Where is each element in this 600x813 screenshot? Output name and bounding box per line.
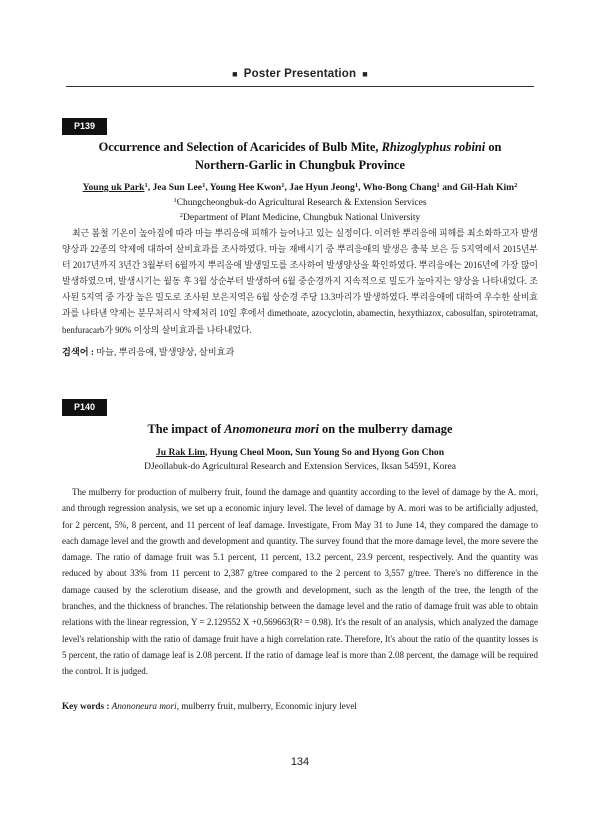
p139-affiliation: [62, 195, 538, 210]
p140-keywords-species: Anononeura mori: [109, 701, 177, 711]
p139-title: [62, 138, 538, 174]
p140-title-pre: The impact of: [147, 422, 225, 436]
p139-title-line1-post: on: [485, 140, 502, 154]
running-header: [66, 62, 534, 87]
header-right-square: ■: [362, 69, 368, 79]
p140-abstract: The mulberry for production of mulberry fruit, found the damage and quantity according to the level of damage by the A. mori, and through regression analysis, we set up a economic injury level. The level of damage by A. mori was to be artificially adjusted, for 2 percent, 5%, 8 percent, and 11 percent of leaf damage. Investigate, From May 31 to June 14, they compared the damage to each damage level and the growth and development and quantity. The survey found that the more damage level, the more severe the damage. The ratio of damage fruit was 5.1 percent, 11 percent, 13.2 percent, 23.9 percent, respectively. And the quantity was reduced by about 33% from 11 percent to 2,387 g/tree compared to the 2 percent to 3,557 g/tree. There's no difference in the damage caused by the sclerotium disease, and the growth and development, such as the length of the tree, the length of the branches, and the thickness of branches. The relationship between the damage level and the ratio of damage fruit was able to obtain relations with the linear regression, Y = 2.129552 X +0.569663(R² = 0.98). It's the result of an analysis, which analyzed the damage level's relationship with the ratio of damage fruit have a high correlation rate. Therefore, It's about the ratio of the quantity losses is 5 percent, the ratio of damage leaf is 2.08 percent. If the ratio of damage leaf is more than 2.08 percent, the damage will be required the control. It is judged.: [62, 487, 538, 677]
p140-title-species: Anomoneura mori: [224, 422, 319, 436]
p139-author-sup: 1: [144, 182, 148, 189]
p140-title-post: on the mulberry damage: [318, 422, 453, 436]
p139-abstract: 최근 봄철 기온이 높아짐에 따라 마늘 뿌리응애 피해가 늘어나고 있는 실정이다. 이러한 뿌리응애 피해를 최소화하고자 발생양상과 22종의 약제에 대하여 살비효과를 조사하였다. 마늘 재배시기 중 뿌리응애의 발생은 충북 보은 등 5지역에서 2015년부터 2017년까지 3년간 3월부터 6월까지 뿌리응애 발생밀도를 조사하여 발생양상을 확인하였다. 뿌리응애는 2016년에 가장 많이 발생하였으며, 발생시기는 월동 후 3월 상순부터 발생하여 6월 중순경까지 지속적으로 밀도가 높아지는 양상을 나타내었다. 조사된 5지역 중 가장 높은 밀도로 조사된 보은지역은 6월 상순경 주당 13.3마리가 발생하였다. 뿌리응애에 대하여 우수한 살비효과를 나타낸 약제는 분무처리시 약제처리 10일 후에서 dimethoate, azocyclotin, abamectin, hexythiazox, cabosulfan, spirotetramat, benfuracarb가 90% 이상의 살비효과를 나타내었다.: [62, 228, 538, 335]
header-title: Poster Presentation: [243, 68, 357, 80]
p139-author: Young Hee Kwon: [209, 182, 282, 193]
p139-title-line2: Northern-Garlic in Chungbuk Province: [194, 158, 406, 172]
p140-affiliation: DJeollabuk-do Agricultural Research and Extension Services, Iksan 54591, Korea: [144, 462, 456, 472]
p140-keywords-label: Key words :: [62, 701, 110, 711]
p139-badge: P139: [62, 118, 107, 135]
p140-keywords-text: , mulberry fruit, mulberry, Economic injury level: [176, 701, 357, 711]
p139-author-sup: 2: [514, 182, 518, 189]
author-separator: ,: [284, 182, 290, 193]
p139-affiliation-text: Department of Plant Medicine, Chungbuk National University: [183, 212, 421, 223]
p139-author-sup: 1: [202, 182, 206, 189]
p139-keywords-text: 마늘, 뿌리응애, 발생양상, 살비효과: [93, 347, 235, 357]
p139-affiliation-sup: 1: [173, 197, 177, 204]
p139-affiliation-text: Chungcheongbuk-do Agricultural Research & Extension Services: [176, 198, 427, 208]
p139-author-sup: 1: [281, 182, 285, 189]
p139-author: Jae Hyun Jeong: [289, 182, 355, 193]
p140-authors-rest: , Hyung Cheol Moon, Sun Young So and Hyong Gon Chon: [205, 447, 445, 458]
author-separator: ,: [205, 182, 210, 193]
p139-author: Jea Sun Lee: [152, 182, 203, 193]
p139-affiliation-sup: 2: [179, 211, 184, 219]
p139-author-sup: 1: [354, 182, 359, 189]
p140-author-presenting: Ju Rak Lim: [155, 447, 205, 458]
author-separator: ,: [358, 182, 363, 193]
author-separator: ,: [147, 182, 153, 193]
p139-author: Gil-Hah Kim: [460, 182, 515, 193]
p139-authors: [62, 179, 538, 194]
p139-affiliations: [62, 195, 538, 224]
p139-affiliation: [62, 210, 538, 225]
p139-title-species: Rhizoglyphus robini: [381, 140, 486, 154]
p139-keywords: [62, 346, 538, 359]
p139-title-line1-pre: Occurrence and Selection of Acaricides of Bulb Mite,: [98, 140, 382, 154]
p140-keywords: [62, 700, 538, 713]
p140-badge: P140: [62, 399, 107, 416]
p139-author: Young uk Park: [82, 182, 145, 193]
header-left-square: ■: [232, 69, 238, 79]
p140-authors: [62, 446, 538, 459]
p139-author-sup: 1: [436, 182, 440, 189]
p139-keywords-label: 검색어 :: [62, 347, 94, 357]
author-separator: and: [439, 182, 461, 193]
p140-title: [62, 420, 538, 438]
page-number: 134: [290, 756, 310, 768]
p139-author: Who-Bong Chang: [362, 182, 437, 193]
